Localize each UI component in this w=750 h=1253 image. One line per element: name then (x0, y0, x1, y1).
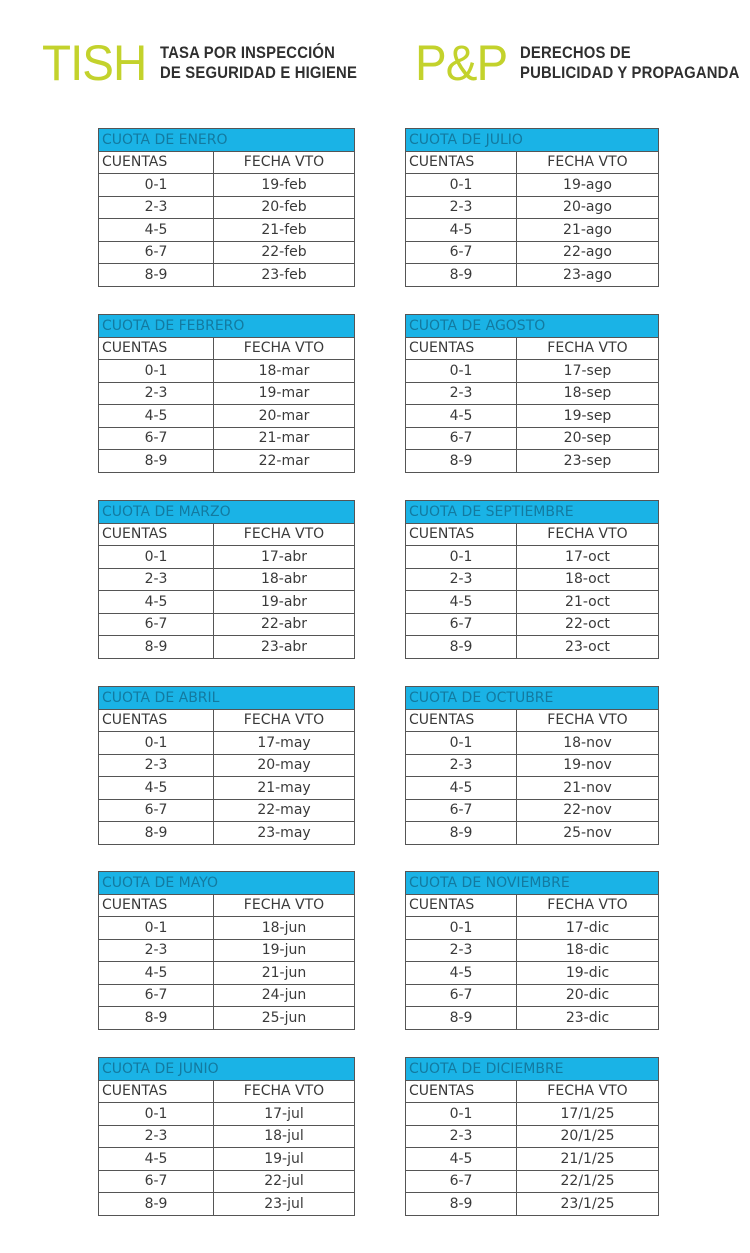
fecha-vto-cell: 19-dic (517, 962, 659, 985)
table-row (99, 405, 355, 428)
fecha-vto-cell: 21/1/25 (517, 1148, 659, 1171)
cuentas-cell: 6-7 (406, 984, 517, 1007)
table-row (406, 591, 659, 614)
table-row (99, 799, 355, 822)
cuentas-cell: 4-5 (406, 1148, 517, 1171)
table-row (406, 1103, 659, 1126)
pp-description (520, 43, 739, 83)
cuentas-header: CUENTAS (406, 1080, 517, 1103)
cuota-title: CUOTA DE ENERO (99, 129, 355, 152)
fecha-vto-cell: 24-jun (214, 984, 355, 1007)
fecha-vto-cell: 17-jul (214, 1103, 355, 1126)
cuentas-cell: 0-1 (99, 732, 214, 755)
fecha-vto-cell: 23-feb (214, 264, 355, 287)
cuentas-cell: 4-5 (99, 219, 214, 242)
table-row (406, 382, 659, 405)
cuota-table (98, 500, 355, 659)
pp-brand (415, 35, 750, 91)
fecha-vto-header: FECHA VTO (517, 337, 659, 360)
fecha-vto-cell: 19-jun (214, 939, 355, 962)
table-row (406, 636, 659, 659)
cuota-table (405, 500, 659, 659)
fecha-vto-cell: 20-sep (517, 427, 659, 450)
table-row (406, 1170, 659, 1193)
cuentas-cell: 8-9 (406, 822, 517, 845)
table-row (99, 962, 355, 985)
table-row (99, 450, 355, 473)
table-row (406, 1007, 659, 1030)
fecha-vto-cell: 19-mar (214, 382, 355, 405)
fecha-vto-cell: 22/1/25 (517, 1170, 659, 1193)
cuentas-cell: 4-5 (406, 405, 517, 428)
fecha-vto-header: FECHA VTO (517, 523, 659, 546)
fecha-vto-cell: 21-mar (214, 427, 355, 450)
cuota-table (405, 1057, 659, 1216)
cuentas-header: CUENTAS (99, 1080, 214, 1103)
fecha-vto-cell: 20-mar (214, 405, 355, 428)
table-row (99, 636, 355, 659)
table-row (406, 939, 659, 962)
cuentas-cell: 8-9 (99, 450, 214, 473)
fecha-vto-cell: 22-mar (214, 450, 355, 473)
fecha-vto-cell: 20-feb (214, 196, 355, 219)
table-row (406, 754, 659, 777)
cuentas-cell: 0-1 (406, 174, 517, 197)
tish-description-line2: DE SEGURIDAD E HIGIENE (159, 64, 357, 82)
fecha-vto-cell: 20-may (214, 754, 355, 777)
cuota-title: CUOTA DE FEBRERO (99, 315, 355, 338)
cuentas-cell: 6-7 (406, 241, 517, 264)
fecha-vto-header: FECHA VTO (517, 709, 659, 732)
table-row (406, 427, 659, 450)
cuentas-cell: 4-5 (406, 777, 517, 800)
cuentas-cell: 6-7 (406, 1170, 517, 1193)
cuentas-cell: 8-9 (99, 264, 214, 287)
fecha-vto-cell: 23-may (214, 822, 355, 845)
cuentas-cell: 2-3 (99, 382, 214, 405)
fecha-vto-cell: 18-oct (517, 568, 659, 591)
fecha-vto-cell: 20/1/25 (517, 1125, 659, 1148)
cuota-table (98, 314, 355, 473)
cuentas-cell: 6-7 (99, 241, 214, 264)
cuentas-cell: 0-1 (406, 917, 517, 940)
table-row (99, 360, 355, 383)
table-row (406, 264, 659, 287)
fecha-vto-cell: 23-oct (517, 636, 659, 659)
cuota-title: CUOTA DE ABRIL (99, 687, 355, 710)
table-row (99, 196, 355, 219)
fecha-vto-cell: 20-ago (517, 196, 659, 219)
fecha-vto-header: FECHA VTO (214, 709, 355, 732)
cuentas-cell: 8-9 (99, 1193, 214, 1216)
fecha-vto-header: FECHA VTO (517, 151, 659, 174)
tish-description-line1: TASA POR INSPECCIÓN (159, 44, 335, 62)
cuentas-header: CUENTAS (99, 523, 214, 546)
table-row (406, 1148, 659, 1171)
cuentas-cell: 0-1 (406, 1103, 517, 1126)
table-row (99, 1007, 355, 1030)
fecha-vto-cell: 19-nov (517, 754, 659, 777)
cuentas-cell: 8-9 (99, 1007, 214, 1030)
table-row (406, 732, 659, 755)
fecha-vto-cell: 17/1/25 (517, 1103, 659, 1126)
cuentas-cell: 2-3 (99, 1125, 214, 1148)
fecha-vto-cell: 20-dic (517, 984, 659, 1007)
cuota-table (98, 1057, 355, 1216)
cuentas-cell: 4-5 (406, 962, 517, 985)
cuentas-cell: 8-9 (406, 1007, 517, 1030)
fecha-vto-cell: 22-ago (517, 241, 659, 264)
cuentas-cell: 8-9 (99, 822, 214, 845)
fecha-vto-cell: 21-nov (517, 777, 659, 800)
fecha-vto-cell: 23-sep (517, 450, 659, 473)
fecha-vto-cell: 19-feb (214, 174, 355, 197)
cuentas-cell: 4-5 (99, 591, 214, 614)
table-row (406, 450, 659, 473)
cuentas-cell: 4-5 (406, 219, 517, 242)
pp-logo: P&P (415, 35, 508, 91)
table-row (99, 754, 355, 777)
fecha-vto-header: FECHA VTO (517, 894, 659, 917)
fecha-vto-cell: 22-feb (214, 241, 355, 264)
fecha-vto-header: FECHA VTO (214, 1080, 355, 1103)
table-row (99, 1170, 355, 1193)
cuentas-cell: 2-3 (99, 754, 214, 777)
fecha-vto-cell: 19-sep (517, 405, 659, 428)
cuota-title: CUOTA DE OCTUBRE (406, 687, 659, 710)
fecha-vto-cell: 19-ago (517, 174, 659, 197)
cuentas-cell: 6-7 (406, 799, 517, 822)
table-row (99, 984, 355, 1007)
fecha-vto-cell: 23-dic (517, 1007, 659, 1030)
table-row (99, 939, 355, 962)
fecha-vto-cell: 22-nov (517, 799, 659, 822)
fecha-vto-cell: 22-abr (214, 613, 355, 636)
cuentas-cell: 8-9 (406, 636, 517, 659)
fecha-vto-cell: 17-oct (517, 546, 659, 569)
cuota-title: CUOTA DE DICIEMBRE (406, 1058, 659, 1081)
fecha-vto-cell: 22-oct (517, 613, 659, 636)
table-row (406, 174, 659, 197)
fecha-vto-cell: 21-jun (214, 962, 355, 985)
table-row (406, 546, 659, 569)
cuentas-cell: 2-3 (406, 939, 517, 962)
cuentas-header: CUENTAS (406, 894, 517, 917)
cuota-table (98, 128, 355, 287)
table-row (99, 1148, 355, 1171)
table-row (406, 196, 659, 219)
cuota-title: CUOTA DE SEPTIEMBRE (406, 501, 659, 524)
fecha-vto-cell: 23-ago (517, 264, 659, 287)
cuentas-cell: 0-1 (99, 917, 214, 940)
table-row (99, 732, 355, 755)
table-row (99, 241, 355, 264)
cuentas-cell: 2-3 (406, 1125, 517, 1148)
fecha-vto-cell: 17-dic (517, 917, 659, 940)
table-row (99, 591, 355, 614)
fecha-vto-cell: 25-nov (517, 822, 659, 845)
cuota-table (405, 871, 659, 1030)
table-row (99, 1193, 355, 1216)
table-row (99, 822, 355, 845)
cuentas-cell: 2-3 (99, 939, 214, 962)
table-row (99, 264, 355, 287)
cuentas-cell: 2-3 (406, 382, 517, 405)
cuentas-cell: 0-1 (406, 360, 517, 383)
table-row (99, 219, 355, 242)
fecha-vto-header: FECHA VTO (214, 151, 355, 174)
fecha-vto-cell: 17-may (214, 732, 355, 755)
cuota-title: CUOTA DE AGOSTO (406, 315, 659, 338)
fecha-vto-cell: 19-jul (214, 1148, 355, 1171)
table-row (406, 799, 659, 822)
fecha-vto-cell: 18-mar (214, 360, 355, 383)
cuentas-cell: 2-3 (406, 196, 517, 219)
cuota-title: CUOTA DE MAYO (99, 872, 355, 895)
table-row (406, 241, 659, 264)
cuentas-cell: 8-9 (406, 264, 517, 287)
cuota-table (98, 871, 355, 1030)
cuentas-cell: 6-7 (99, 613, 214, 636)
cuentas-cell: 0-1 (99, 1103, 214, 1126)
cuentas-header: CUENTAS (406, 151, 517, 174)
table-row (406, 984, 659, 1007)
fecha-vto-cell: 18-sep (517, 382, 659, 405)
cuota-title: CUOTA DE NOVIEMBRE (406, 872, 659, 895)
cuentas-header: CUENTAS (99, 337, 214, 360)
fecha-vto-cell: 18-nov (517, 732, 659, 755)
cuentas-cell: 6-7 (99, 427, 214, 450)
fecha-vto-cell: 17-abr (214, 546, 355, 569)
table-row (99, 382, 355, 405)
cuentas-cell: 6-7 (406, 613, 517, 636)
fecha-vto-cell: 18-dic (517, 939, 659, 962)
table-row (99, 427, 355, 450)
cuentas-cell: 0-1 (406, 546, 517, 569)
cuentas-cell: 8-9 (406, 1193, 517, 1216)
table-row (99, 1103, 355, 1126)
fecha-vto-cell: 21-oct (517, 591, 659, 614)
cuentas-cell: 6-7 (99, 1170, 214, 1193)
cuentas-cell: 2-3 (406, 568, 517, 591)
table-row (406, 777, 659, 800)
table-row (99, 777, 355, 800)
table-row (406, 1125, 659, 1148)
tish-logo: TISH (42, 35, 147, 91)
table-row (406, 613, 659, 636)
fecha-vto-header: FECHA VTO (214, 523, 355, 546)
tish-description (160, 43, 357, 83)
cuentas-cell: 2-3 (406, 754, 517, 777)
cuentas-header: CUENTAS (406, 523, 517, 546)
tish-brand (42, 35, 379, 91)
table-row (406, 219, 659, 242)
table-row (99, 613, 355, 636)
cuentas-cell: 4-5 (99, 962, 214, 985)
cuentas-cell: 8-9 (99, 636, 214, 659)
table-row (99, 1125, 355, 1148)
cuentas-cell: 0-1 (406, 732, 517, 755)
cuota-table (405, 128, 659, 287)
cuota-table (405, 686, 659, 845)
fecha-vto-header: FECHA VTO (214, 894, 355, 917)
cuentas-cell: 0-1 (99, 546, 214, 569)
table-row (406, 405, 659, 428)
cuota-title: CUOTA DE JUNIO (99, 1058, 355, 1081)
table-row (406, 568, 659, 591)
cuentas-header: CUENTAS (406, 709, 517, 732)
fecha-vto-header: FECHA VTO (214, 337, 355, 360)
cuentas-header: CUENTAS (99, 151, 214, 174)
cuota-table (405, 314, 659, 473)
cuentas-cell: 0-1 (99, 174, 214, 197)
cuentas-cell: 2-3 (99, 568, 214, 591)
cuentas-cell: 6-7 (406, 427, 517, 450)
table-row (406, 962, 659, 985)
cuota-title: CUOTA DE MARZO (99, 501, 355, 524)
table-row (406, 822, 659, 845)
cuentas-header: CUENTAS (406, 337, 517, 360)
cuentas-cell: 6-7 (99, 984, 214, 1007)
cuota-table (98, 686, 355, 845)
cuentas-header: CUENTAS (99, 894, 214, 917)
fecha-vto-cell: 19-abr (214, 591, 355, 614)
table-row (406, 1193, 659, 1216)
fecha-vto-cell: 17-sep (517, 360, 659, 383)
cuentas-cell: 4-5 (99, 777, 214, 800)
fecha-vto-cell: 22-jul (214, 1170, 355, 1193)
cuentas-cell: 6-7 (99, 799, 214, 822)
cuentas-cell: 4-5 (99, 1148, 214, 1171)
fecha-vto-cell: 21-may (214, 777, 355, 800)
pp-description-line2: PUBLICIDAD Y PROPAGANDA (520, 64, 740, 82)
cuentas-cell: 2-3 (99, 196, 214, 219)
cuentas-cell: 0-1 (99, 360, 214, 383)
cuota-title: CUOTA DE JULIO (406, 129, 659, 152)
fecha-vto-header: FECHA VTO (517, 1080, 659, 1103)
table-row (99, 546, 355, 569)
fecha-vto-cell: 18-jun (214, 917, 355, 940)
fecha-vto-cell: 18-jul (214, 1125, 355, 1148)
fecha-vto-cell: 23-abr (214, 636, 355, 659)
fecha-vto-cell: 18-abr (214, 568, 355, 591)
cuentas-cell: 4-5 (99, 405, 214, 428)
table-row (406, 360, 659, 383)
fecha-vto-cell: 25-jun (214, 1007, 355, 1030)
fecha-vto-cell: 21-feb (214, 219, 355, 242)
table-row (99, 917, 355, 940)
cuentas-header: CUENTAS (99, 709, 214, 732)
fecha-vto-cell: 23/1/25 (517, 1193, 659, 1216)
cuentas-cell: 4-5 (406, 591, 517, 614)
fecha-vto-cell: 23-jul (214, 1193, 355, 1216)
cuentas-cell: 8-9 (406, 450, 517, 473)
fecha-vto-cell: 21-ago (517, 219, 659, 242)
table-row (406, 917, 659, 940)
table-row (99, 568, 355, 591)
pp-description-line1: DERECHOS DE (520, 44, 631, 62)
fecha-vto-cell: 22-may (214, 799, 355, 822)
table-row (99, 174, 355, 197)
